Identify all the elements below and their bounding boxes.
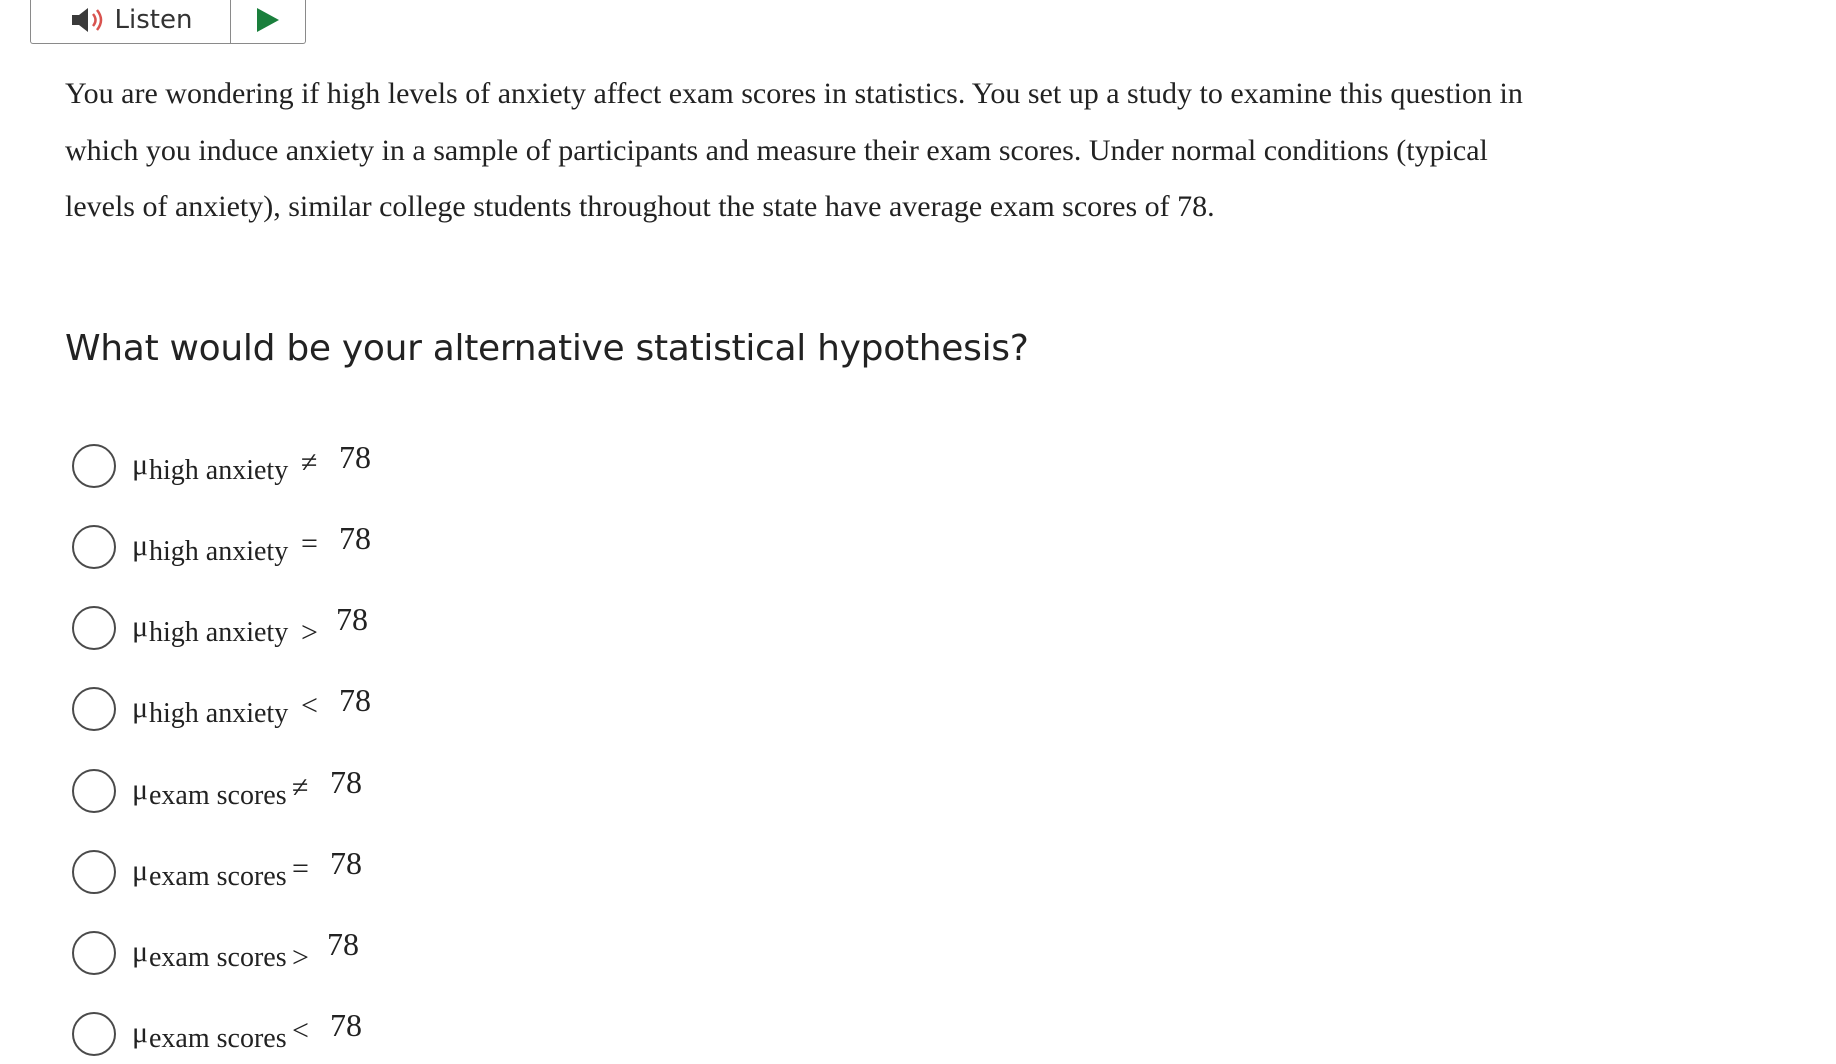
question-prompt: What would be your alternative statistical hypothesis? — [65, 328, 1029, 369]
value: 78 — [327, 926, 359, 962]
play-icon — [255, 6, 281, 34]
value: 78 — [330, 845, 362, 881]
listen-label: Listen — [114, 4, 193, 35]
operator: > — [301, 616, 318, 649]
speaker-icon — [69, 5, 109, 35]
mu-symbol: μ — [132, 1016, 149, 1049]
value: 78 — [339, 439, 371, 475]
play-button[interactable] — [231, 0, 305, 43]
radio-button[interactable] — [72, 769, 116, 813]
mu-symbol: μ — [132, 854, 149, 887]
listen-toolbar — [30, 0, 306, 44]
option-high-anxiety-greater[interactable] — [70, 601, 470, 654]
value: 78 — [330, 1007, 362, 1043]
question-passage: You are wondering if high levels of anxiety affect exam scores in statistics. You set up a study to examine this question in which you induce anxiety in a sample of participants and measure their exam scores. Under normal conditions (typical levels of anxiety), similar college students throughout the state have average exam scores of 78. — [65, 77, 1523, 223]
option-exam-scores-equal[interactable] — [70, 845, 470, 898]
value: 78 — [330, 764, 362, 800]
operator: > — [292, 941, 309, 974]
subscript: high anxiety — [149, 698, 289, 729]
option-high-anxiety-equal[interactable] — [70, 520, 470, 573]
radio-button[interactable] — [72, 931, 116, 975]
subscript: exam scores — [149, 942, 287, 973]
subscript: exam scores — [149, 1023, 287, 1054]
operator: < — [292, 1014, 309, 1047]
option-exam-scores-less[interactable] — [70, 1007, 470, 1060]
radio-button[interactable] — [72, 444, 116, 488]
radio-button[interactable] — [72, 687, 116, 731]
operator: ≠ — [292, 771, 309, 804]
option-high-anxiety-not-equal[interactable] — [70, 439, 470, 492]
subscript: high anxiety — [149, 617, 289, 648]
value: 78 — [339, 682, 371, 718]
mu-symbol: μ — [132, 610, 149, 643]
value: 78 — [339, 520, 371, 556]
listen-button[interactable] — [31, 0, 231, 43]
mu-symbol: μ — [132, 448, 149, 481]
radio-button[interactable] — [72, 850, 116, 894]
mu-symbol: μ — [132, 691, 149, 724]
subscript: exam scores — [149, 861, 287, 892]
mu-symbol: μ — [132, 773, 149, 806]
radio-button[interactable] — [72, 1012, 116, 1056]
radio-button[interactable] — [72, 525, 116, 569]
operator: = — [301, 527, 318, 560]
radio-button[interactable] — [72, 606, 116, 650]
subscript: exam scores — [149, 780, 287, 811]
mu-symbol: μ — [132, 935, 149, 968]
subscript: high anxiety — [149, 455, 289, 486]
value: 78 — [336, 601, 368, 637]
option-exam-scores-not-equal[interactable] — [70, 764, 470, 817]
operator: < — [301, 689, 318, 722]
option-high-anxiety-less[interactable] — [70, 682, 470, 735]
option-exam-scores-greater[interactable] — [70, 926, 470, 979]
operator: = — [292, 852, 309, 885]
operator: ≠ — [301, 446, 318, 479]
mu-symbol: μ — [132, 529, 149, 562]
subscript: high anxiety — [149, 536, 289, 567]
